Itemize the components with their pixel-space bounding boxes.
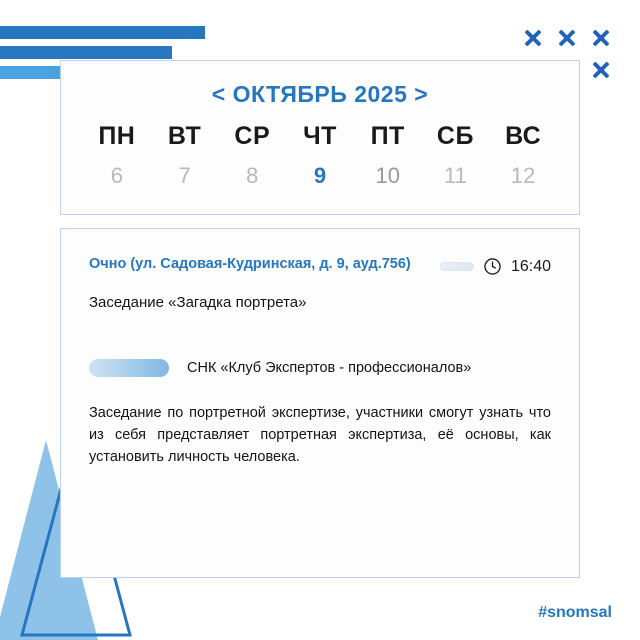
weekday-mon: ПН (98, 122, 136, 150)
organizer-row (89, 359, 551, 377)
decorative-bar (0, 26, 205, 39)
event-header (89, 255, 551, 276)
calendar-weekdays (61, 122, 579, 151)
event-time-group (440, 255, 551, 276)
event-title: Заседание «Загадка портрета» (89, 294, 307, 311)
cross-icon (550, 22, 584, 54)
calendar-date-10[interactable]: 10 (375, 163, 400, 188)
calendar-date-7[interactable]: 7 (178, 163, 191, 188)
weekday-sat: СБ (436, 122, 474, 150)
calendar-date-6[interactable]: 6 (110, 163, 123, 188)
decorative-pill (440, 262, 474, 271)
next-month-button[interactable]: > (414, 81, 429, 107)
cross-icon (516, 22, 550, 54)
event-time: 16:40 (510, 257, 551, 275)
cross-icon (584, 22, 618, 54)
calendar-date-8[interactable]: 8 (246, 163, 259, 188)
decorative-bar (0, 46, 172, 59)
prev-month-button[interactable]: < (211, 81, 226, 107)
calendar-dates (61, 163, 579, 189)
footer-hashtag: #snomsal (538, 604, 612, 621)
event-description: Заседание по портретной экспертизе, участники смогут узнать что из себя представляет портретная экспертиза, её основы, как установить личность человека. (89, 405, 551, 465)
cross-icon (584, 54, 618, 86)
organizer-name: СНК «Клуб Экспертов - профессионалов» (187, 360, 472, 376)
calendar-month-label: ОКТЯБРЬ 2025 (232, 81, 408, 107)
clock-icon (483, 257, 502, 276)
weekday-thu: ЧТ (303, 122, 337, 150)
weekday-fri: ПТ (370, 122, 405, 150)
calendar-header (61, 81, 579, 108)
decorative-pill (89, 359, 169, 377)
calendar-date-11[interactable]: 11 (444, 163, 467, 188)
calendar-date-9-selected[interactable]: 9 (313, 163, 327, 188)
calendar-date-12[interactable]: 12 (510, 163, 536, 188)
weekday-tue: ВТ (167, 122, 202, 150)
weekday-sun: ВС (505, 122, 542, 150)
weekday-wed: СР (234, 122, 271, 150)
event-location: Очно (ул. Садовая-Кудринская, д. 9, ауд.756) (89, 256, 411, 272)
calendar-card (60, 60, 580, 215)
event-card (60, 228, 580, 578)
